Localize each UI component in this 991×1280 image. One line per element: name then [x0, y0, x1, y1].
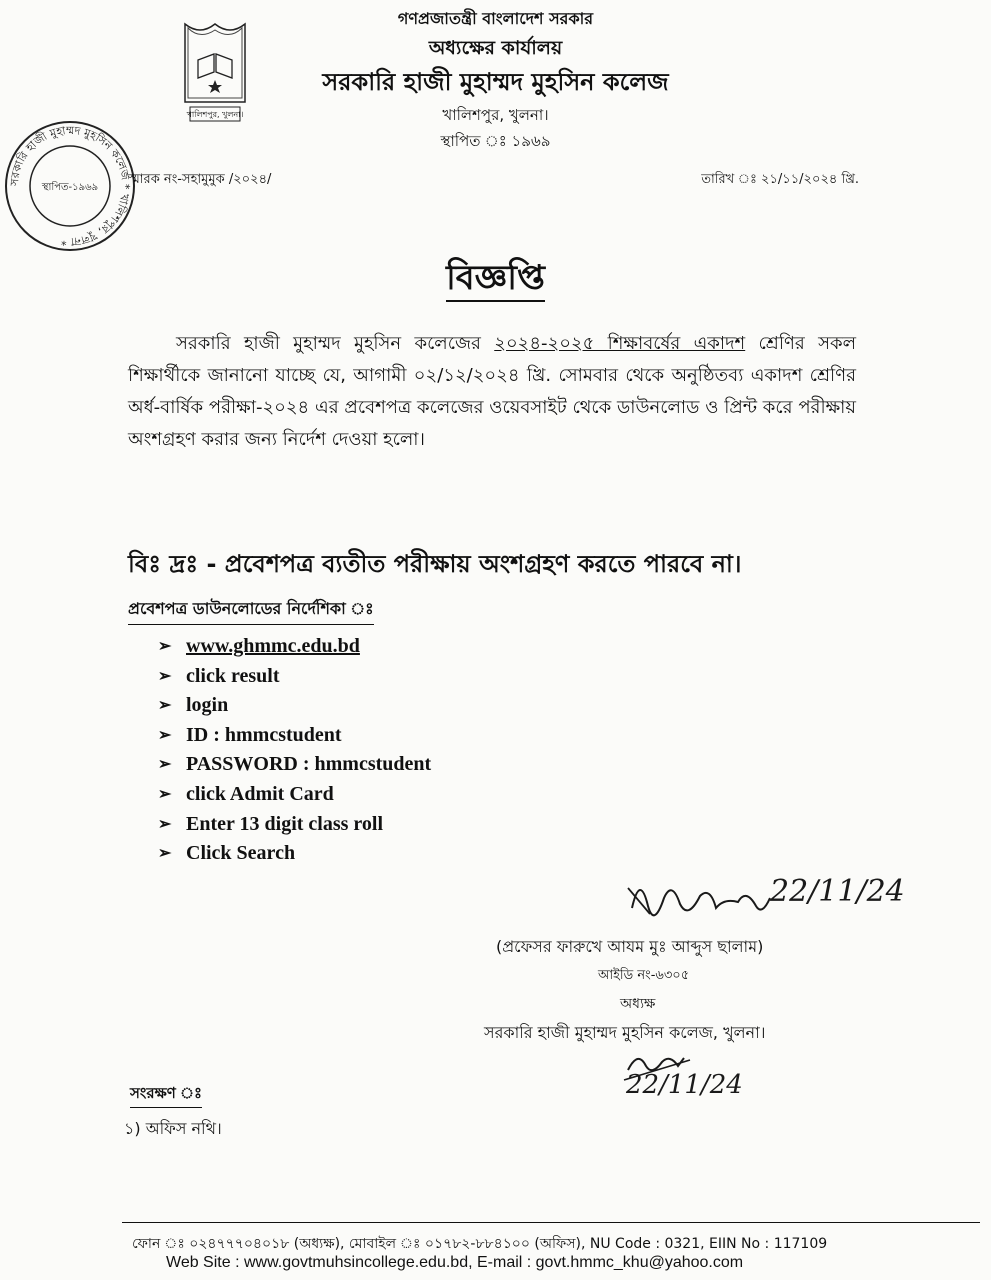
notice-body	[128, 328, 856, 456]
seal-inner-text: স্থাপিত-১৯৬৯	[41, 182, 99, 193]
step-text: click result	[186, 664, 280, 687]
arrow-right-icon: ➢	[158, 845, 172, 863]
download-guide-title: প্রবেশপত্র ডাউনলোডের নির্দেশিকা ঃ	[128, 596, 374, 625]
initial-signature	[620, 1040, 770, 1110]
principal-id: আইডি নং-৬৩০৫	[598, 968, 690, 983]
arrow-right-icon: ➢	[158, 726, 172, 744]
cc-label: সংরক্ষণ ঃ	[130, 1082, 202, 1108]
footer-contact: ফোন ঃ ০২৪৭৭৭০৪০১৮ (অধ্যক্ষ), মোবাইল ঃ ০১৭৮২-৮৮৪১০০ (অফিস), NU Code : 0321, EIIN No : 117109	[132, 1236, 828, 1252]
body-underlined: ২০২৪-২০২৫ শিক্ষাবর্ষের একাদশ	[494, 333, 746, 354]
seal-ring-text: সরকারি হাজী মুহাম্মদ মুহসিন কলেজ * খালিশপুর, খুলনা *	[7, 123, 133, 249]
arrow-right-icon: ➢	[158, 785, 172, 803]
body-lead: সরকারি হাজী মুহাম্মদ মুহসিন কলেজের	[176, 333, 495, 354]
website-link[interactable]: www.ghmmc.edu.bd	[186, 635, 360, 657]
principal-title: অধ্যক্ষ	[620, 996, 656, 1012]
step-text: ID : hmmcstudent	[186, 723, 342, 746]
step-text: click Admit Card	[186, 782, 334, 805]
college-name: সরকারি হাজী মুহাম্মদ মুহসিন কলেজ	[322, 68, 669, 96]
notice-date: তারিখ ঃ ২১/১১/২০২৪ খ্রি.	[701, 172, 859, 187]
list-item	[158, 721, 431, 751]
initial-date: 22/11/24	[626, 1070, 743, 1100]
footer-web: Web Site : www.govtmuhsincollege.edu.bd, E-mail : govt.hmmc_khu@yahoo.com	[166, 1254, 744, 1271]
list-item	[158, 839, 431, 869]
cc-item: ১) অফিস নথি।	[124, 1119, 222, 1138]
step-text: Click Search	[186, 842, 296, 865]
established-year: স্থাপিত ঃ ১৯৬৯	[440, 132, 551, 150]
notice-warning: বিঃ দ্রঃ - প্রবেশপত্র ব্যতীত পরীক্ষায় অংশগ্রহণ করতে পারবে না।	[128, 550, 742, 578]
office-name: অধ্যক্ষের কার্যালয়	[428, 37, 563, 59]
download-steps	[158, 632, 431, 869]
logo-caption: খালিশপুর, খুলনা।	[186, 110, 244, 119]
list-item	[158, 810, 431, 840]
list-item	[158, 632, 431, 662]
college-location: খালিশপুর, খুলনা।	[442, 106, 549, 124]
footer-divider	[122, 1222, 980, 1223]
arrow-right-icon: ➢	[158, 638, 172, 655]
signature-date: 22/11/24	[770, 874, 905, 909]
arrow-right-icon: ➢	[158, 667, 172, 685]
government-name: গণপ্রজাতন্ত্রী বাংলাদেশ সরকার	[397, 9, 594, 28]
list-item	[158, 691, 431, 721]
principal-name: (প্রফেসর ফারুখে আযম মুঃ আব্দুস ছালাম)	[496, 937, 764, 956]
arrow-right-icon: ➢	[158, 756, 172, 774]
notice-title	[0, 252, 991, 309]
notice-title-text: বিজ্ঞপ্তি	[446, 258, 545, 302]
step-text: login	[186, 694, 229, 717]
principal-signature	[620, 868, 905, 938]
arrow-right-icon: ➢	[158, 697, 172, 715]
arrow-right-icon: ➢	[158, 815, 172, 833]
memo-number: স্মারক নং-সহামুমুক /২০২৪/	[128, 172, 272, 187]
step-text: PASSWORD : hmmcstudent	[186, 753, 432, 776]
list-item	[158, 750, 431, 780]
principal-college: সরকারি হাজী মুহাম্মদ মুহসিন কলেজ, খুলনা।	[484, 1023, 766, 1042]
step-text: Enter 13 digit class roll	[186, 812, 384, 835]
body-rest: শ্রেণির সকল শিক্ষার্থীকে জানানো যাচ্ছে যে, আগামী ০২/১২/২০২৪ খ্রি. সোমবার থেকে অনুষ্ঠিতব্য একাদশ শ্রেণির অর্ধ-বার্ষিক পরীক্ষা-২০২৪ এর প্রবেশপত্র কলেজের ওয়েবসাইট থেকে ডাউনলোড ও প্রিন্ট করে পরীক্ষায় অংশগ্রহণ করার জন্য নির্দেশ দেওয়া হলো।	[128, 333, 857, 450]
list-item	[158, 662, 431, 692]
list-item	[158, 780, 431, 810]
